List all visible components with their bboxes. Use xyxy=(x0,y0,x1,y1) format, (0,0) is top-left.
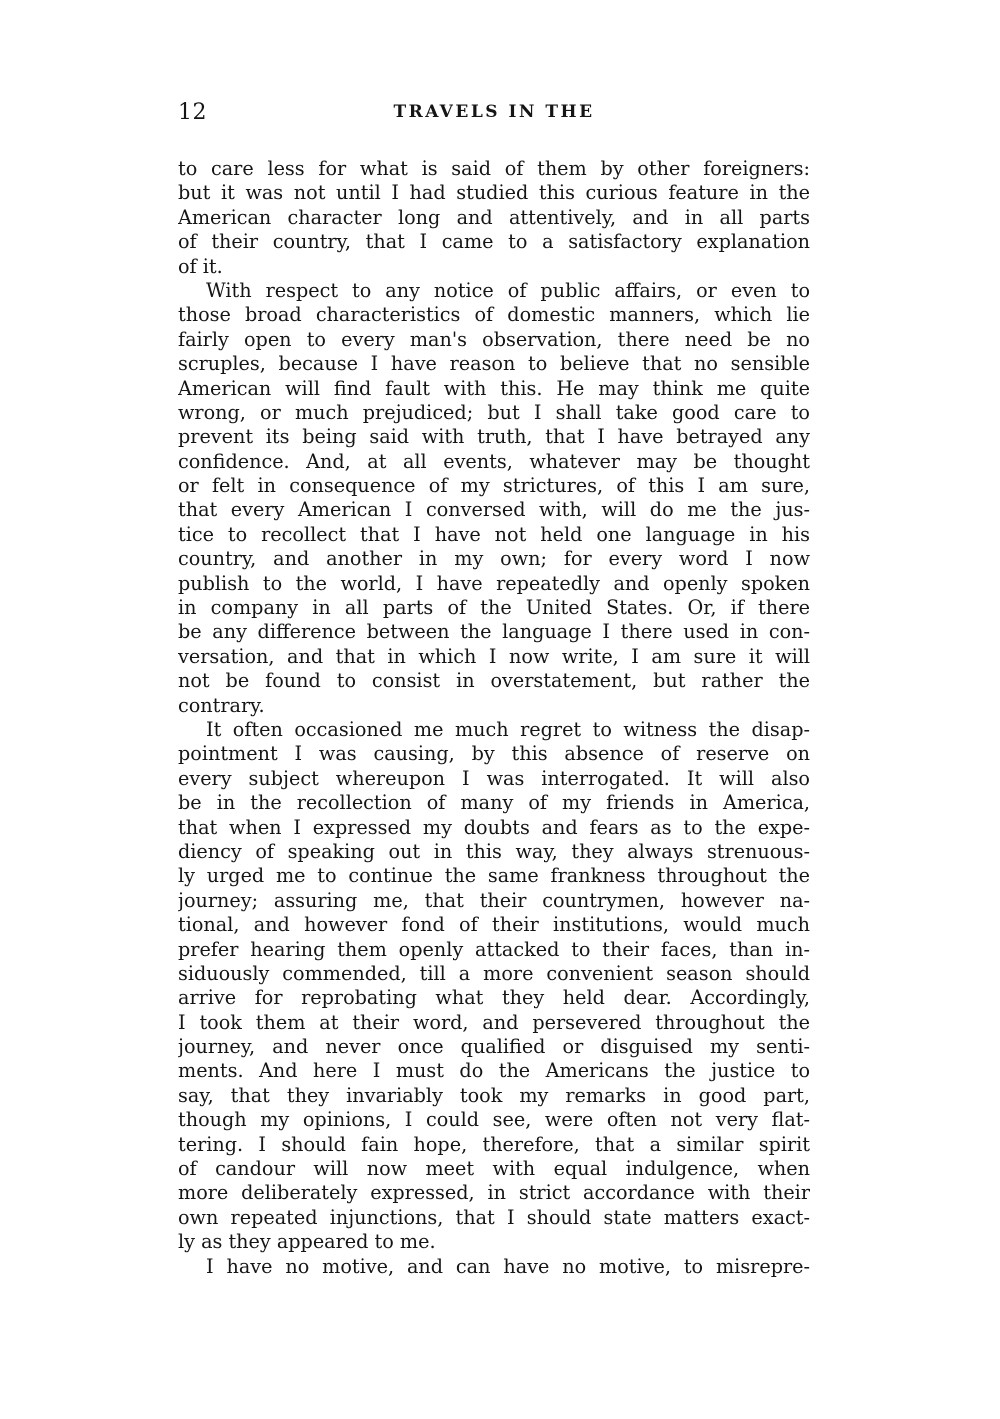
paragraph-start-line: I have no motive, and can have no motive, to misrepre- xyxy=(206,1254,810,1278)
text-line: prevent its being said with truth, that I have betrayed any xyxy=(178,425,810,449)
text-line: arrive for reprobating what they held dear. Accordingly, xyxy=(178,986,810,1010)
text-line: publish to the world, I have repeatedly and openly spoken xyxy=(178,571,810,595)
text-line: those broad characteristics of domestic manners, which lie xyxy=(178,303,810,327)
text-line: in company in all parts of the United States. Or, if there xyxy=(178,596,810,620)
running-title: TRAVELS IN THE xyxy=(393,102,595,122)
text-line: or felt in consequence of my strictures, of this I am sure, xyxy=(178,474,810,498)
text-line: American will find fault with this. He may think me quite xyxy=(178,376,810,400)
text-line: tering. I should fain hope, therefore, that a similar spirit xyxy=(178,1132,810,1156)
text-line: pointment I was causing, by this absence of reserve on xyxy=(178,742,810,766)
text-line: journey, and never once qualified or disguised my senti- xyxy=(178,1035,810,1059)
text-line: wrong, or much prejudiced; but I shall take good care to xyxy=(178,400,810,424)
text-line: of it. xyxy=(178,254,223,278)
text-line: not be found to consist in overstatement, but rather the xyxy=(178,669,810,693)
text-line: siduously commended, till a more convenient season should xyxy=(178,961,810,985)
paragraph-start-line: It often occasioned me much regret to witness the disap- xyxy=(206,717,810,741)
text-line: ly urged me to continue the same frankness throughout the xyxy=(178,864,810,888)
text-line: scruples, because I have reason to believe that no sensible xyxy=(178,352,810,376)
text-line: but it was not until I had studied this curious feature in the xyxy=(178,181,810,205)
text-line: say, that they invariably took my remarks in good part, xyxy=(178,1083,810,1107)
text-line: own repeated injunctions, that I should state matters exact- xyxy=(178,1205,810,1229)
text-line: contrary. xyxy=(178,693,265,717)
text-line: every subject whereupon I was interrogated. It will also xyxy=(178,766,810,790)
text-line: journey; assuring me, that their countrymen, however na- xyxy=(178,888,810,912)
text-line: versation, and that in which I now write, I am sure it will xyxy=(178,644,810,668)
text-line: ments. And here I must do the Americans the justice to xyxy=(178,1059,810,1083)
text-line: fairly open to every man's observation, there need be no xyxy=(178,327,810,351)
paragraph-start-line: With respect to any notice of public affairs, or even to xyxy=(206,278,810,302)
body-text xyxy=(178,157,810,1279)
text-line: be in the recollection of many of my friends in America, xyxy=(178,791,810,815)
text-line: tional, and however fond of their institutions, would much xyxy=(178,913,810,937)
text-line: confidence. And, at all events, whatever may be thought xyxy=(178,449,810,473)
text-line: more deliberately expressed, in strict accordance with their xyxy=(178,1181,810,1205)
text-line: ly as they appeared to me. xyxy=(178,1230,436,1254)
text-line: to care less for what is said of them by other foreigners: xyxy=(178,157,810,180)
page-number: 12 xyxy=(178,100,207,125)
text-line: American character long and attentively, and in all parts xyxy=(178,205,810,229)
text-line: prefer hearing them openly attacked to their faces, than in- xyxy=(178,937,810,961)
text-line: that every American I conversed with, will do me the jus- xyxy=(178,498,810,522)
text-line: of their country, that I came to a satisfactory explanation xyxy=(178,230,810,254)
text-line: that when I expressed my doubts and fears as to the expe- xyxy=(178,815,810,839)
running-head xyxy=(178,100,810,136)
text-line: country, and another in my own; for every word I now xyxy=(178,547,810,571)
text-line: be any difference between the language I there used in con- xyxy=(178,620,810,644)
text-line: diency of speaking out in this way, they always strenuous- xyxy=(178,839,810,863)
text-line: I took them at their word, and persevered throughout the xyxy=(178,1010,810,1034)
text-line: of candour will now meet with equal indulgence, when xyxy=(178,1157,810,1181)
text-line: though my opinions, I could see, were often not very flat- xyxy=(178,1108,810,1132)
text-line: tice to recollect that I have not held one language in his xyxy=(178,522,810,546)
